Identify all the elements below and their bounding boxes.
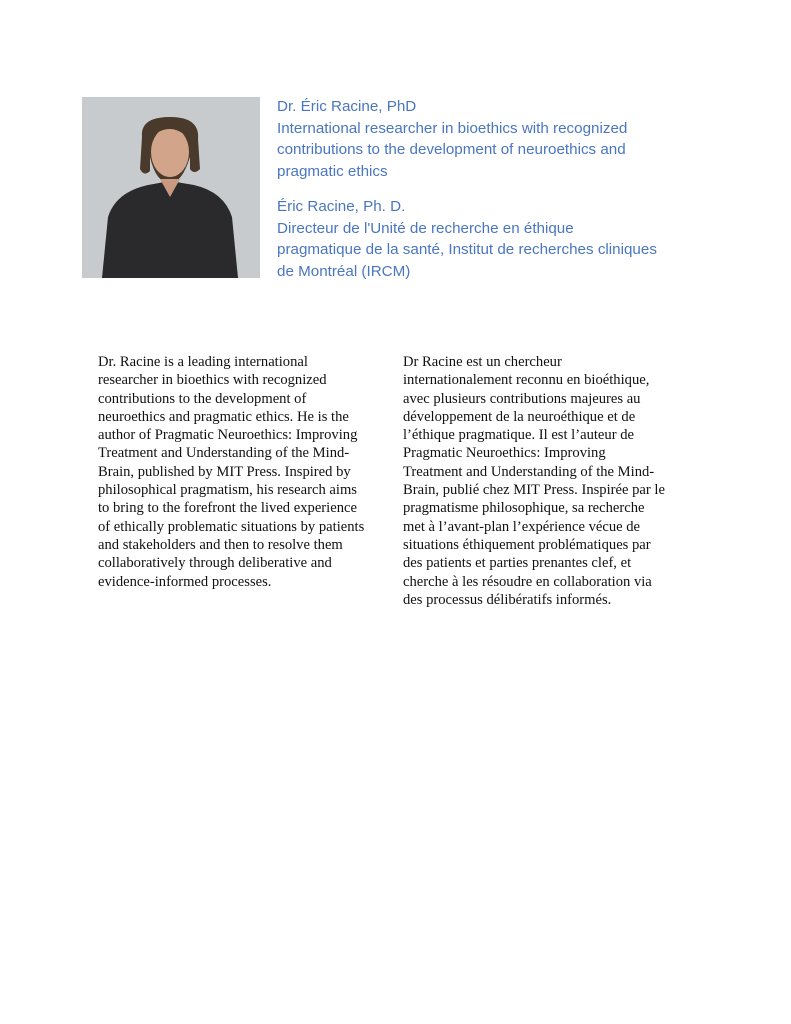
- header-french: [277, 196, 657, 282]
- bio-line: met à l’avant-plan l’expérience vécue de: [403, 518, 641, 535]
- doctor-name-fr: Éric Racine, Ph. D.: [277, 198, 406, 215]
- bio-line: Pragmatic Neuroethics: Improving: [403, 445, 606, 462]
- bio-line: and stakeholders and then to resolve them: [98, 536, 343, 553]
- bio-line: développement de la neuroéthique et de: [403, 408, 636, 425]
- bio-line: situations éthiquement problématiques par: [403, 536, 651, 553]
- header-line: contributions to the development of neuroethics and: [277, 141, 626, 158]
- bio-line: Dr Racine est un chercheur: [403, 354, 562, 370]
- bio-line: collaboratively through deliberative and: [98, 555, 332, 572]
- header-line: de Montréal (IRCM): [277, 262, 411, 280]
- bio-line: internationalement reconnu en bioéthique,: [403, 372, 650, 389]
- bio-line: des processus délibératifs informés.: [403, 591, 612, 608]
- bio-line: Dr. Racine is a leading international: [98, 354, 308, 370]
- bio-line: Treatment and Understanding of the Mind-: [98, 445, 350, 462]
- bio-line: avec plusieurs contributions majeures au: [403, 390, 641, 407]
- portrait-illustration: [82, 97, 260, 278]
- bio-line: evidence-informed processes.: [98, 573, 272, 590]
- portrait-photo: [82, 97, 260, 278]
- bio-line: neuroethics and pragmatic ethics. He is the: [98, 408, 349, 425]
- bio-english: [98, 353, 364, 591]
- header-line: Directeur de l'Unité de recherche en éthique: [277, 219, 574, 237]
- bio-line: of ethically problematic situations by patients: [98, 518, 365, 535]
- header-english: [277, 96, 627, 182]
- bio-line: researcher in bioethics with recognized: [98, 372, 327, 389]
- header-line: International researcher in bioethics with recognized: [277, 119, 628, 137]
- header-line: pragmatique de la santé, Institut de recherches cliniques: [277, 241, 657, 258]
- doctor-name: Dr. Éric Racine, PhD: [277, 98, 417, 115]
- bio-line: philosophical pragmatism, his research aims: [98, 482, 357, 499]
- header-line: pragmatic ethics: [277, 162, 388, 180]
- bio-line: l’éthique pragmatique. Il est l’auteur de: [403, 427, 634, 444]
- bio-line: cherche à les résoudre en collaboration via: [403, 573, 652, 590]
- bio-line: to bring to the forefront the lived experience: [98, 500, 357, 517]
- bio-line: author of Pragmatic Neuroethics: Improving: [98, 427, 358, 444]
- bio-line: Brain, publié chez MIT Press. Inspirée par le: [403, 482, 665, 499]
- bio-line: Brain, published by MIT Press. Inspired by: [98, 463, 351, 480]
- bio-line: des patients et parties prenantes clef, et: [403, 555, 632, 572]
- bio-line: pragmatisme philosophique, sa recherche: [403, 500, 645, 517]
- bio-line: contributions to the development of: [98, 390, 307, 407]
- bio-line: Treatment and Understanding of the Mind-: [403, 463, 655, 480]
- bio-french: [403, 353, 665, 609]
